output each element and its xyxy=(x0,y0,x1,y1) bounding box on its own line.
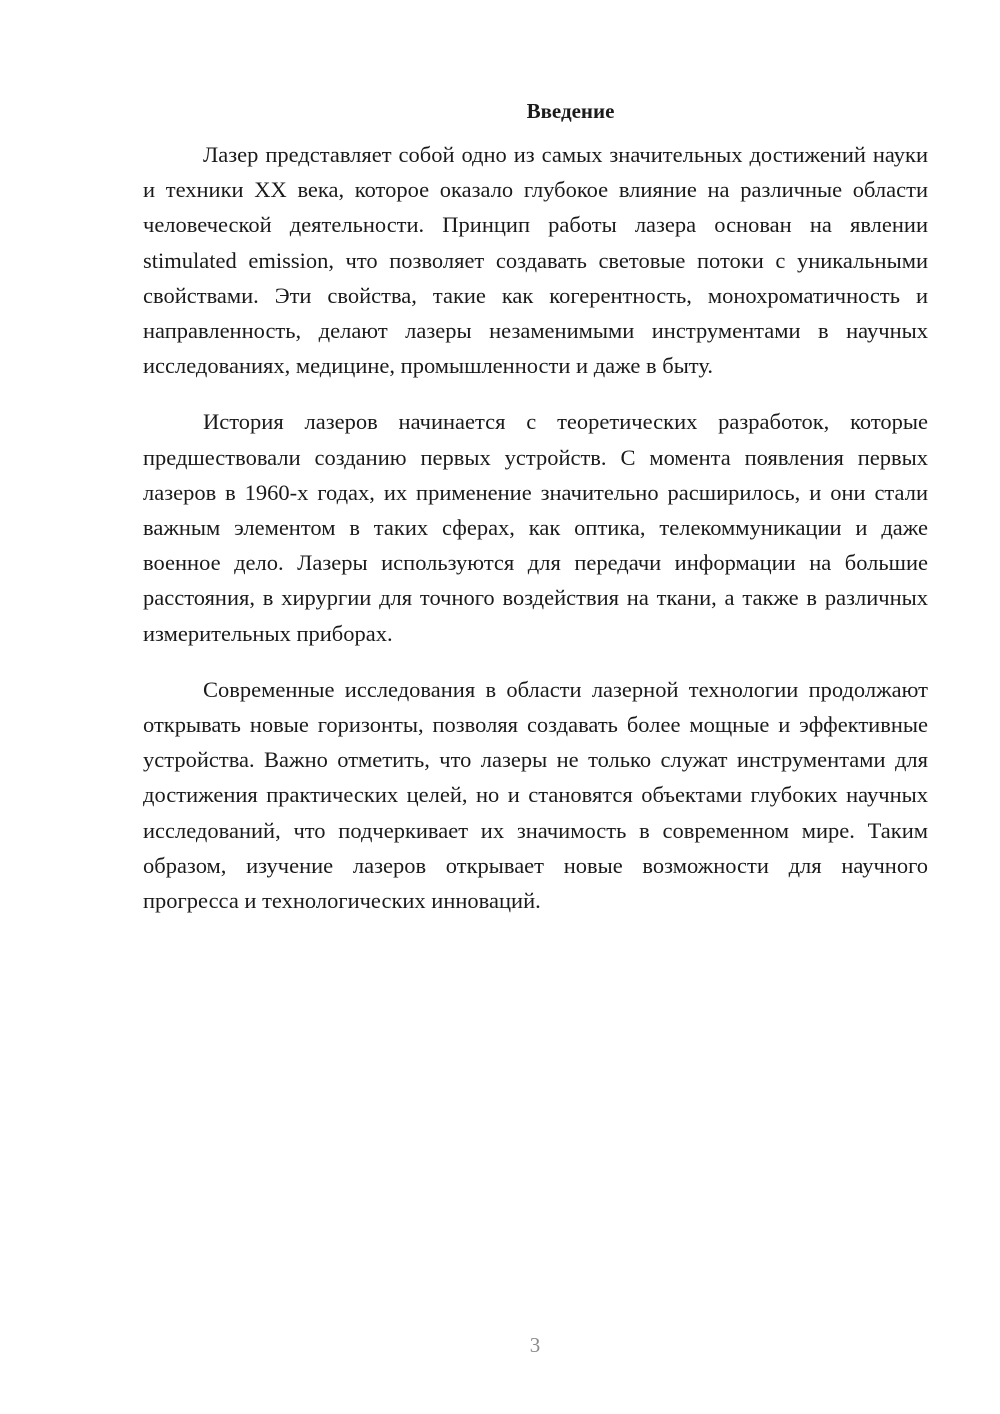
paragraph: История лазеров начинается с теоретических разработок, которые предшествовали созданию первых устройств. С момента появления первых лазеров в 1960-х годах, их применение значительно расширилось, и они стали важным элементом в таких сферах, как оптика, телекоммуникации и даже военное дело. Лазеры используются для передачи информации на большие расстояния, в хирургии для точного воздействия на ткани, а также в различных измерительных приборах. xyxy=(143,409,928,646)
page-number: 3 xyxy=(529,1333,541,1357)
page-content xyxy=(143,95,928,918)
section-heading: Введение xyxy=(526,99,615,123)
paragraph: Лазер представляет собой одно из самых значительных достижений науки и техники XX века, которое оказало глубокое влияние на различные области человеческой деятельности. Принцип работы лазера основан на явлении stimulated emission, что позволяет создавать световые потоки с уникальными свойствами. Эти свойства, такие как когерентность, монохроматичность и направленность, делают лазеры незаменимыми инструментами в научных исследованиях, медицине, промышленности и даже в быту. xyxy=(143,142,928,379)
paragraph: Современные исследования в области лазерной технологии продолжают открывать новые горизонты, позволяя создавать более мощные и эффективные устройства. Важно отметить, что лазеры не только служат инструментами для достижения практических целей, но и становятся объектами глубоких научных исследований, что подчеркивает их значимость в современном мире. Таким образом, изучение лазеров открывает новые возможности для научного прогресса и технологических инноваций. xyxy=(143,676,928,914)
